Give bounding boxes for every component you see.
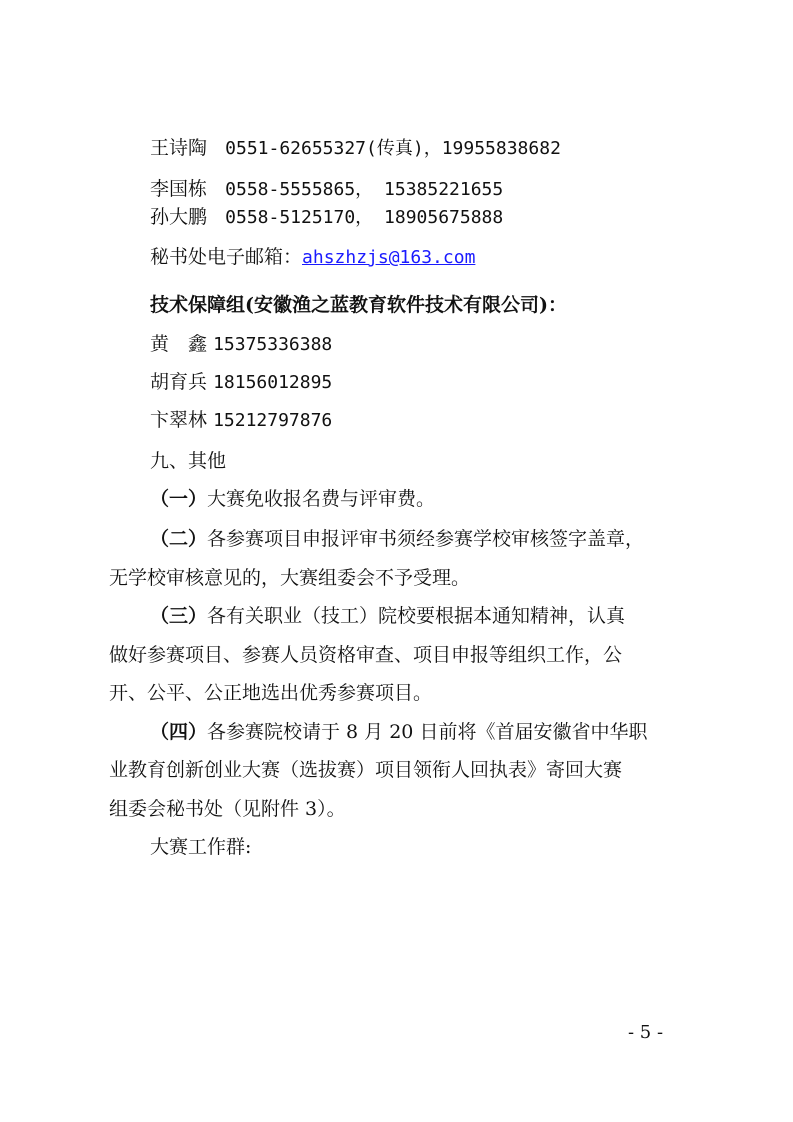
contact-name: 孙大鹏	[150, 206, 208, 228]
tech-member-phone: 15375336388	[213, 334, 333, 355]
section-nine-item	[150, 527, 644, 551]
item-marker: （一）	[150, 488, 208, 510]
item-text-continuation: 无学校审核意见的，大赛组委会不予受理。	[109, 567, 471, 589]
work-group-label: 大赛工作群:	[150, 836, 252, 858]
tech-member-row	[150, 332, 332, 357]
secretariat-email-link[interactable]: ahszhzjs@163.com	[302, 247, 476, 268]
item-text: 大赛免收报名费与评审费。	[207, 488, 436, 510]
item-text: 各参赛院校请于 8 月 20 日前将《首届安徽省中华职	[207, 721, 648, 743]
tech-member-name: 胡育兵	[150, 371, 208, 393]
tech-member-row	[150, 370, 332, 395]
item-marker: （二）	[150, 528, 208, 550]
contact-row	[150, 136, 561, 161]
contact-name: 王诗陶	[150, 137, 208, 159]
tech-member-name: 卞翠林	[150, 409, 208, 431]
section-nine-item	[150, 487, 435, 511]
item-text-continuation: 开、公平、公正地选出优秀参赛项目。	[109, 682, 433, 704]
page-number: - 5 -	[628, 1022, 664, 1043]
tech-member-phone: 18156012895	[213, 372, 333, 393]
item-text: 各参赛项目申报评审书须经参赛学校审核签字盖章，	[207, 528, 645, 550]
tech-member-phone: 15212797876	[213, 410, 333, 431]
contact-name: 李国栋	[150, 178, 208, 200]
item-text-continuation: 做好参赛项目、参赛人员资格审查、项目申报等组织工作，公	[109, 644, 623, 666]
tech-group-title: 技术保障组(安徽渔之蓝教育软件技术有限公司)：	[150, 294, 567, 316]
contact-phone: 0558-5555865， 15385221655	[225, 179, 504, 200]
tech-member-row	[150, 408, 332, 433]
secretariat-email-row	[150, 245, 475, 270]
item-text-continuation: 业教育创新创业大赛（选拔赛）项目领衔人回执表》寄回大赛	[109, 759, 623, 781]
item-text: 各有关职业（技工）院校要根据本通知精神，认真	[207, 605, 626, 627]
contact-phone: 0558-5125170， 18905675888	[225, 207, 504, 228]
item-text-continuation: 组委会秘书处（见附件 3）。	[109, 798, 346, 820]
secretariat-email-label: 秘书处电子邮箱：	[150, 246, 303, 268]
tech-member-name: 黄 鑫	[150, 333, 208, 355]
section-nine-item	[150, 720, 647, 744]
contact-row	[150, 205, 503, 230]
section-nine-heading: 九、其他	[150, 450, 227, 472]
contact-phone: 0551-62655327(传真)，19955838682	[225, 138, 561, 159]
item-marker: （四）	[150, 721, 208, 743]
section-nine-item	[150, 604, 625, 628]
contact-row	[150, 177, 503, 202]
item-marker: （三）	[150, 605, 208, 627]
